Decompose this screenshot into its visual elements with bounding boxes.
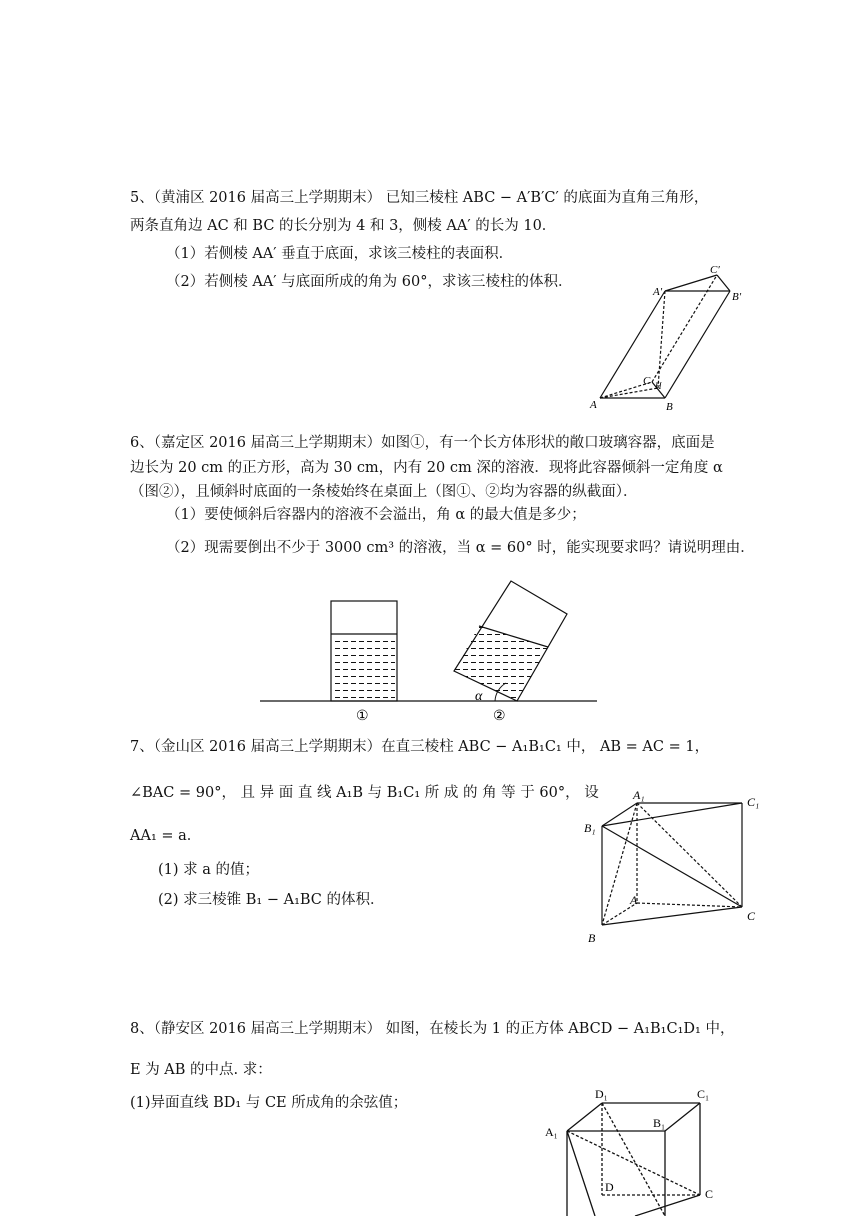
p6-label-fig2: ② (493, 709, 506, 724)
problem7-line3: AA₁ = a． (130, 828, 202, 844)
problem7-line1: 7、（金山区 2016 届高三上学期期末）在直三棱柱 ABC − A₁B₁C₁ 中， AB = AC = 1， (130, 739, 710, 755)
problem5-question2: （2）若侧棱 AA′ 与底面所成的角为 60°，求该三棱柱的体积． (166, 274, 573, 290)
problem5-line2: 两条直角边 AC 和 BC 的长分别为 4 和 3，侧棱 AA′ 的长为 10． (130, 218, 557, 234)
p8-label-a1: A₁ (545, 1125, 558, 1139)
problem7-question1: (1) 求 a 的值； (158, 862, 260, 878)
p5-label-b1: B′ (732, 291, 742, 303)
p5-label-a: A (590, 399, 597, 411)
problem7-line2: ∠BAC = 90°， 且 异 面 直 线 A₁B 与 B₁C₁ 所 成 的 角 等 于 60°， 设 (130, 785, 599, 801)
p8-label-c: C (705, 1187, 714, 1201)
p8-label-d1: D₁ (595, 1087, 608, 1101)
problem5-line1: 5、（黄浦区 2016 届高三上学期期末） 已知三棱柱 ABC − A′B′C′ 的底面为直角三角形， (130, 190, 709, 206)
p5-label-c: C (643, 375, 651, 387)
problem6-question2: （2）现需要倒出不少于 3000 cm³ 的溶液，当 α = 60° 时，能实现要求吗？请说明理由． (166, 540, 755, 556)
p5-label-h: H (655, 381, 662, 391)
problem8-line2: E 为 AB 的中点. 求： (130, 1062, 272, 1078)
problem6-container-figure (255, 575, 605, 730)
p8-label-c1: C₁ (697, 1087, 710, 1101)
p5-label-a1: A′ (653, 286, 663, 298)
problem6-line2: 边长为 20 cm 的正方形，高为 30 cm，内有 20 cm 深的溶液．现将此容器倾斜一定角度 α (130, 460, 723, 476)
p7-label-c: C (747, 909, 756, 923)
p7-label-a: A (630, 893, 638, 907)
problem5-prism-figure (580, 258, 760, 418)
p7-label-b1: B₁ (584, 821, 596, 835)
p7-label-c1: C₁ (747, 795, 760, 809)
p5-label-b: B (666, 401, 673, 413)
problem5-question1: （1）若侧棱 AA′ 垂直于底面，求该三棱柱的表面积． (166, 246, 514, 262)
p6-label-alpha: α (475, 689, 483, 704)
problem8-line1: 8、（静安区 2016 届高三上学期期末） 如图，在棱长为 1 的正方体 ABCD − A₁B₁C₁D₁ 中， (130, 1021, 735, 1037)
p7-label-b: B (588, 931, 596, 945)
problem7-question2: (2) 求三棱锥 B₁ − A₁BC 的体积． (158, 892, 385, 908)
p7-label-a1: A₁ (633, 788, 645, 802)
problem8-question1: (1)异面直线 BD₁ 与 CE 所成角的余弦值； (130, 1095, 408, 1111)
problem8-cube-figure (535, 1076, 735, 1216)
problem6-question1: （1）要使倾斜后容器内的溶液不会溢出，角 α 的最大值是多少； (166, 507, 586, 523)
p6-label-fig1: ① (356, 709, 369, 724)
problem6-line1: 6、（嘉定区 2016 届高三上学期期末）如图①，有一个长方体形状的敞口玻璃容器，底面是 (130, 435, 715, 451)
p8-label-b1: B₁ (653, 1116, 666, 1130)
problem6-line3: （图②），且倾斜时底面的一条棱始终在桌面上（图①、②均为容器的纵截面）． (130, 484, 638, 500)
problem7-prism-figure (580, 782, 770, 950)
p8-label-d: D (605, 1180, 614, 1194)
p5-label-c1: C′ (710, 264, 720, 276)
